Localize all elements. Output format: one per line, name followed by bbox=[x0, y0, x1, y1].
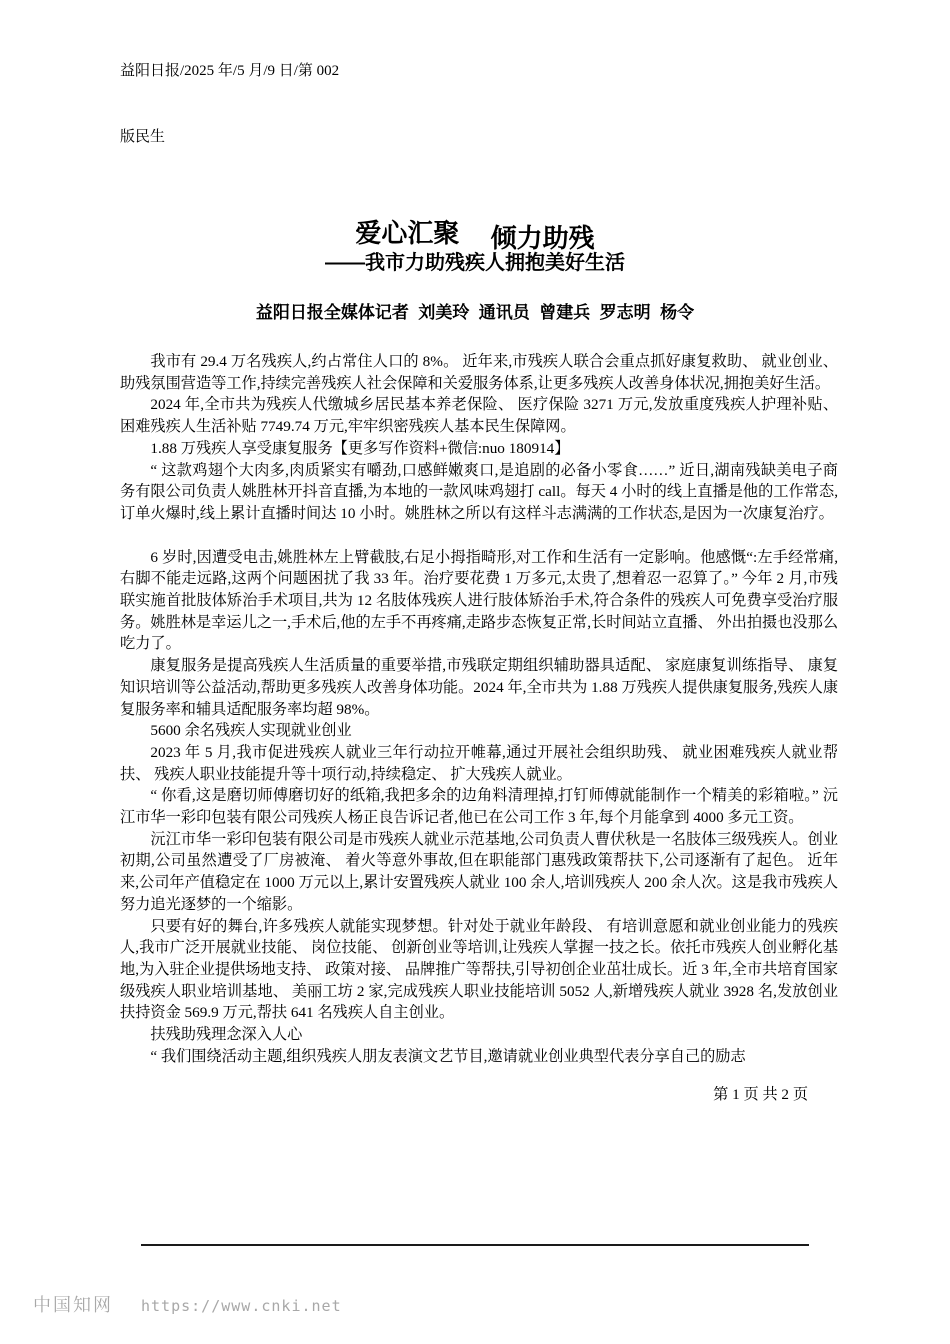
article-subtitle: ——我市力助残疾人拥抱美好生活 bbox=[325, 252, 625, 274]
cnki-url: https://www.cnki.net bbox=[141, 1297, 342, 1315]
article-paragraph-5: 6 岁时,因遭受电击,姚胜林左上臂截肢,右足小拇指畸形,对工作和生活有一定影响。他感慨“:左手经常痛,右脚不能走远路,这两个问题困扰了我 33 年。治疗要花费 1 万多元,太贵了,想着忍一忍算了。” 今年 2 月,市残联实施首批肢体矫治手术项目,共为 12 名肢体残疾人进行肢体矫治手术,符合条件的残疾人可免费享受治疗服务。姚胜林是幸运儿之一,手术后,他的左手不再疼痛,走路步态恢复正常,长时间站立直播、 外出拍摄也没那么吃力了。 bbox=[120, 548, 838, 653]
article-title-part-2: 倾力助残 bbox=[490, 223, 595, 253]
footer-divider bbox=[141, 1244, 809, 1246]
article-byline: 益阳日报全媒体记者 刘美玲 通讯员 曾建兵 罗志明 杨令 bbox=[255, 303, 695, 322]
publication-header-line-1: 益阳日报/2025 年/5 月/9 日/第 002 bbox=[120, 63, 340, 79]
article-paragraph-9: “ 你看,这是磨切师傅磨切好的纸箱,我把多余的边角料清理掉,打钉师傅就能制作一个精美的彩箱啦。” 沅江市华一彩印包装有限公司残疾人杨正良告诉记者,他已在公司工作 3 年,每个月能拿到 4000 多元工资。 bbox=[120, 787, 838, 827]
article-paragraph-7: 5600 余名残疾人实现就业创业 bbox=[150, 722, 352, 740]
article-paragraph-4: “ 这款鸡翅个大肉多,肉质紧实有嚼劲,口感鲜嫩爽口,是追剧的必备小零食……” 近日,湖南残缺美电子商务有限公司负责人姚胜林开抖音直播,为本地的一款风味鸡翅打 call。每天 4 小时的线上直播是他的工作常态,订单火爆时,线上累计直播时间达 10 小时。姚胜林之所以有这样斗志满满的工作状态,是因为一次康复治疗。 bbox=[120, 461, 838, 522]
article-paragraph-6: 康复服务是提高残疾人生活质量的重要举措,市残联定期组织辅助器具适配、 家庭康复训练指导、 康复知识培训等公益活动,帮助更多残疾人改善身体功能。2024 年,全市共为 1.88 万残疾人提供康复服务,残疾人康复服务率和辅具适配服务率均超 98%。 bbox=[120, 657, 838, 718]
article-body bbox=[120, 351, 842, 1068]
article-title bbox=[0, 218, 950, 253]
article-title-part-1: 爱心汇聚 bbox=[355, 218, 460, 248]
article-paragraph-8: 2023 年 5 月,我市促进残疾人就业三年行动拉开帷幕,通过开展社会组织助残、 就业困难残疾人就业帮扶、 残疾人职业技能提升等十项行动,持续稳定、 扩大残疾人就业。 bbox=[120, 743, 838, 783]
publication-header bbox=[0, 0, 950, 192]
article-paragraph-3: 1.88 万残疾人享受康复服务【更多写作资料+微信:nuo 180914】 bbox=[150, 439, 570, 457]
cnki-watermark bbox=[33, 1291, 342, 1317]
article-paragraph-12: 扶残助残理念深入人心 bbox=[150, 1026, 303, 1044]
article-paragraph-2: 2024 年,全市共为残疾人代缴城乡居民基本养老保险、 医疗保险 3271 万元,发放重度残疾人护理补贴、 困难残疾人生活补贴 7749.74 万元,牢牢织密残疾人基本民生保障网。 bbox=[120, 396, 842, 436]
article-paragraph-11: 只要有好的舞台,许多残疾人就能实现梦想。针对处于就业年龄段、 有培训意愿和就业创业能力的残疾人,我市广泛开展就业技能、 岗位技能、 创新创业等培训,让残疾人掌握一技之长。依托市残疾人创业孵化基地,为入驻企业提供场地支持、 政策对接、 品牌推广等帮扶,引导初创企业茁壮成长。近 3 年,全市共培育国家级残疾人职业培训基地、 美丽工坊 2 家,完成残疾人职业技能培训 5052 人,新增残疾人就业 3928 名,发放创业扶持资金 569.9 万元,帮扶 641 名残疾人自主创业。 bbox=[120, 917, 838, 1022]
page-indicator: 第 1 页 共 2 页 bbox=[713, 1085, 808, 1103]
article-paragraph-10: 沅江市华一彩印包装有限公司是市残疾人就业示范基地,公司负责人曹伏秋是一名肢体三级残疾人。创业初期,公司虽然遭受了厂房被淹、 着火等意外事故,但在职能部门惠残政策帮扶下,公司逐渐有了起色。 近年来,公司年产值稳定在 1000 万元以上,累计安置残疾人就业 100 余人,培训残疾人 200 余人次。这是我市残疾人努力追光逐梦的一个缩影。 bbox=[120, 830, 839, 913]
cnki-logo-text: 中国知网 bbox=[33, 1295, 113, 1315]
article-paragraph-1: 我市有 29.4 万名残疾人,约占常住人口的 8%。 近年来,市残疾人联合会重点抓好康复救助、 就业创业、 助残氛围营造等工作,持续完善残疾人社会保障和关爱服务体系,让更多残疾人改善身体状况,拥抱美好生活。 bbox=[120, 353, 842, 392]
article-paragraph-13: “ 我们围绕活动主题,组织残疾人朋友表演文艺节目,邀请就业创业典型代表分享自己的励志 bbox=[150, 1047, 746, 1065]
publication-header-line-2: 版民生 bbox=[120, 129, 166, 145]
